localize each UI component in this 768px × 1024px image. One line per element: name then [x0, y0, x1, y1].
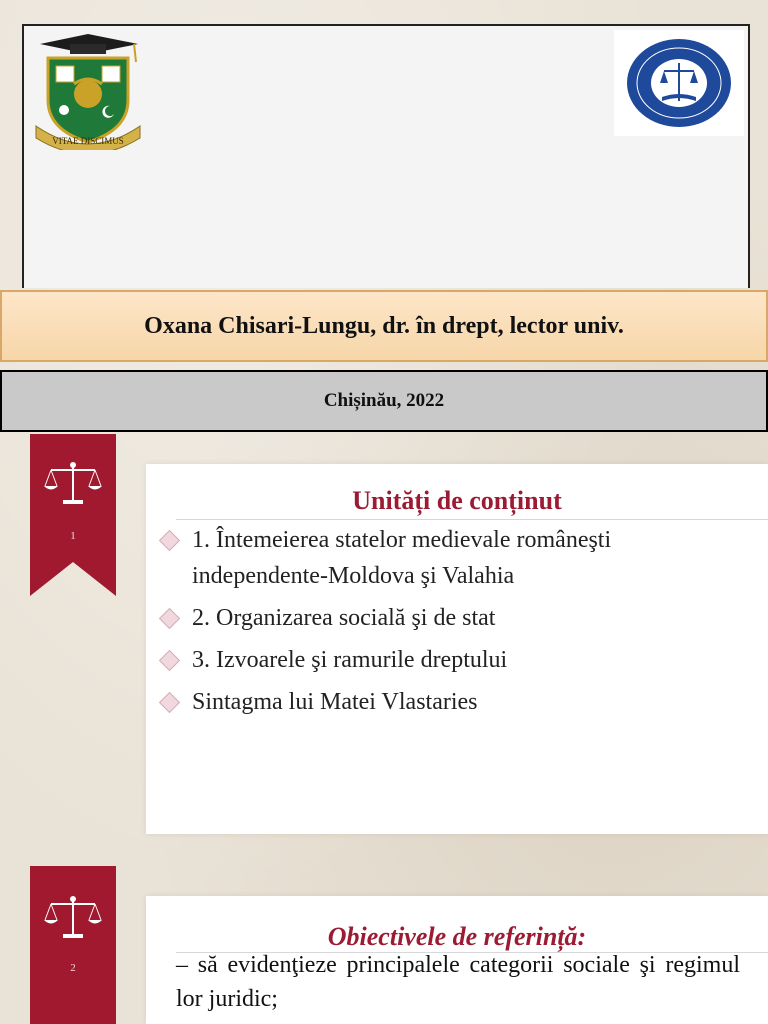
list-item: 1. Întemeierea statelor medievale româneşti independente-Moldova şi Valahia — [158, 522, 752, 594]
diamond-bullet-icon — [159, 530, 180, 551]
list-item: 3. Izvoarele şi ramurile dreptului — [158, 642, 752, 678]
author-name: Oxana Chisari-Lungu, dr. în drept, lector univ. — [144, 312, 624, 339]
cover-slide — [22, 24, 750, 288]
slide-ribbon — [30, 434, 116, 596]
slide-ribbon — [30, 866, 116, 1024]
city-year-bar — [0, 370, 768, 432]
slide-title: Unități de conținut — [352, 486, 562, 515]
slide-number: 2 — [70, 962, 76, 974]
slide-title: Obiectivele de referință: — [327, 922, 587, 951]
author-bar — [0, 290, 768, 362]
faculty-seal-icon — [614, 30, 744, 136]
slide-number: 1 — [70, 530, 76, 542]
list-item: 2. Organizarea socială şi de stat — [158, 600, 752, 636]
scales-icon — [43, 460, 103, 508]
diamond-bullet-icon — [159, 608, 180, 629]
diamond-bullet-icon — [159, 650, 180, 671]
content-card — [146, 464, 768, 834]
university-crest-icon — [30, 30, 146, 150]
objective-text: – să evidenţieze principalele categorii sociale şi regimul lor juridic; — [176, 952, 740, 1012]
title-divider — [176, 519, 768, 520]
city-year: Chișinău, 2022 — [323, 390, 445, 411]
svg-text:VITAE DISCIMUS: VITAE DISCIMUS — [52, 136, 124, 146]
list-item: Sintagma lui Matei Vlastaries — [158, 684, 752, 720]
content-list — [158, 522, 752, 726]
objectives-card — [146, 896, 768, 1024]
diamond-bullet-icon — [159, 692, 180, 713]
scales-icon — [43, 894, 103, 942]
